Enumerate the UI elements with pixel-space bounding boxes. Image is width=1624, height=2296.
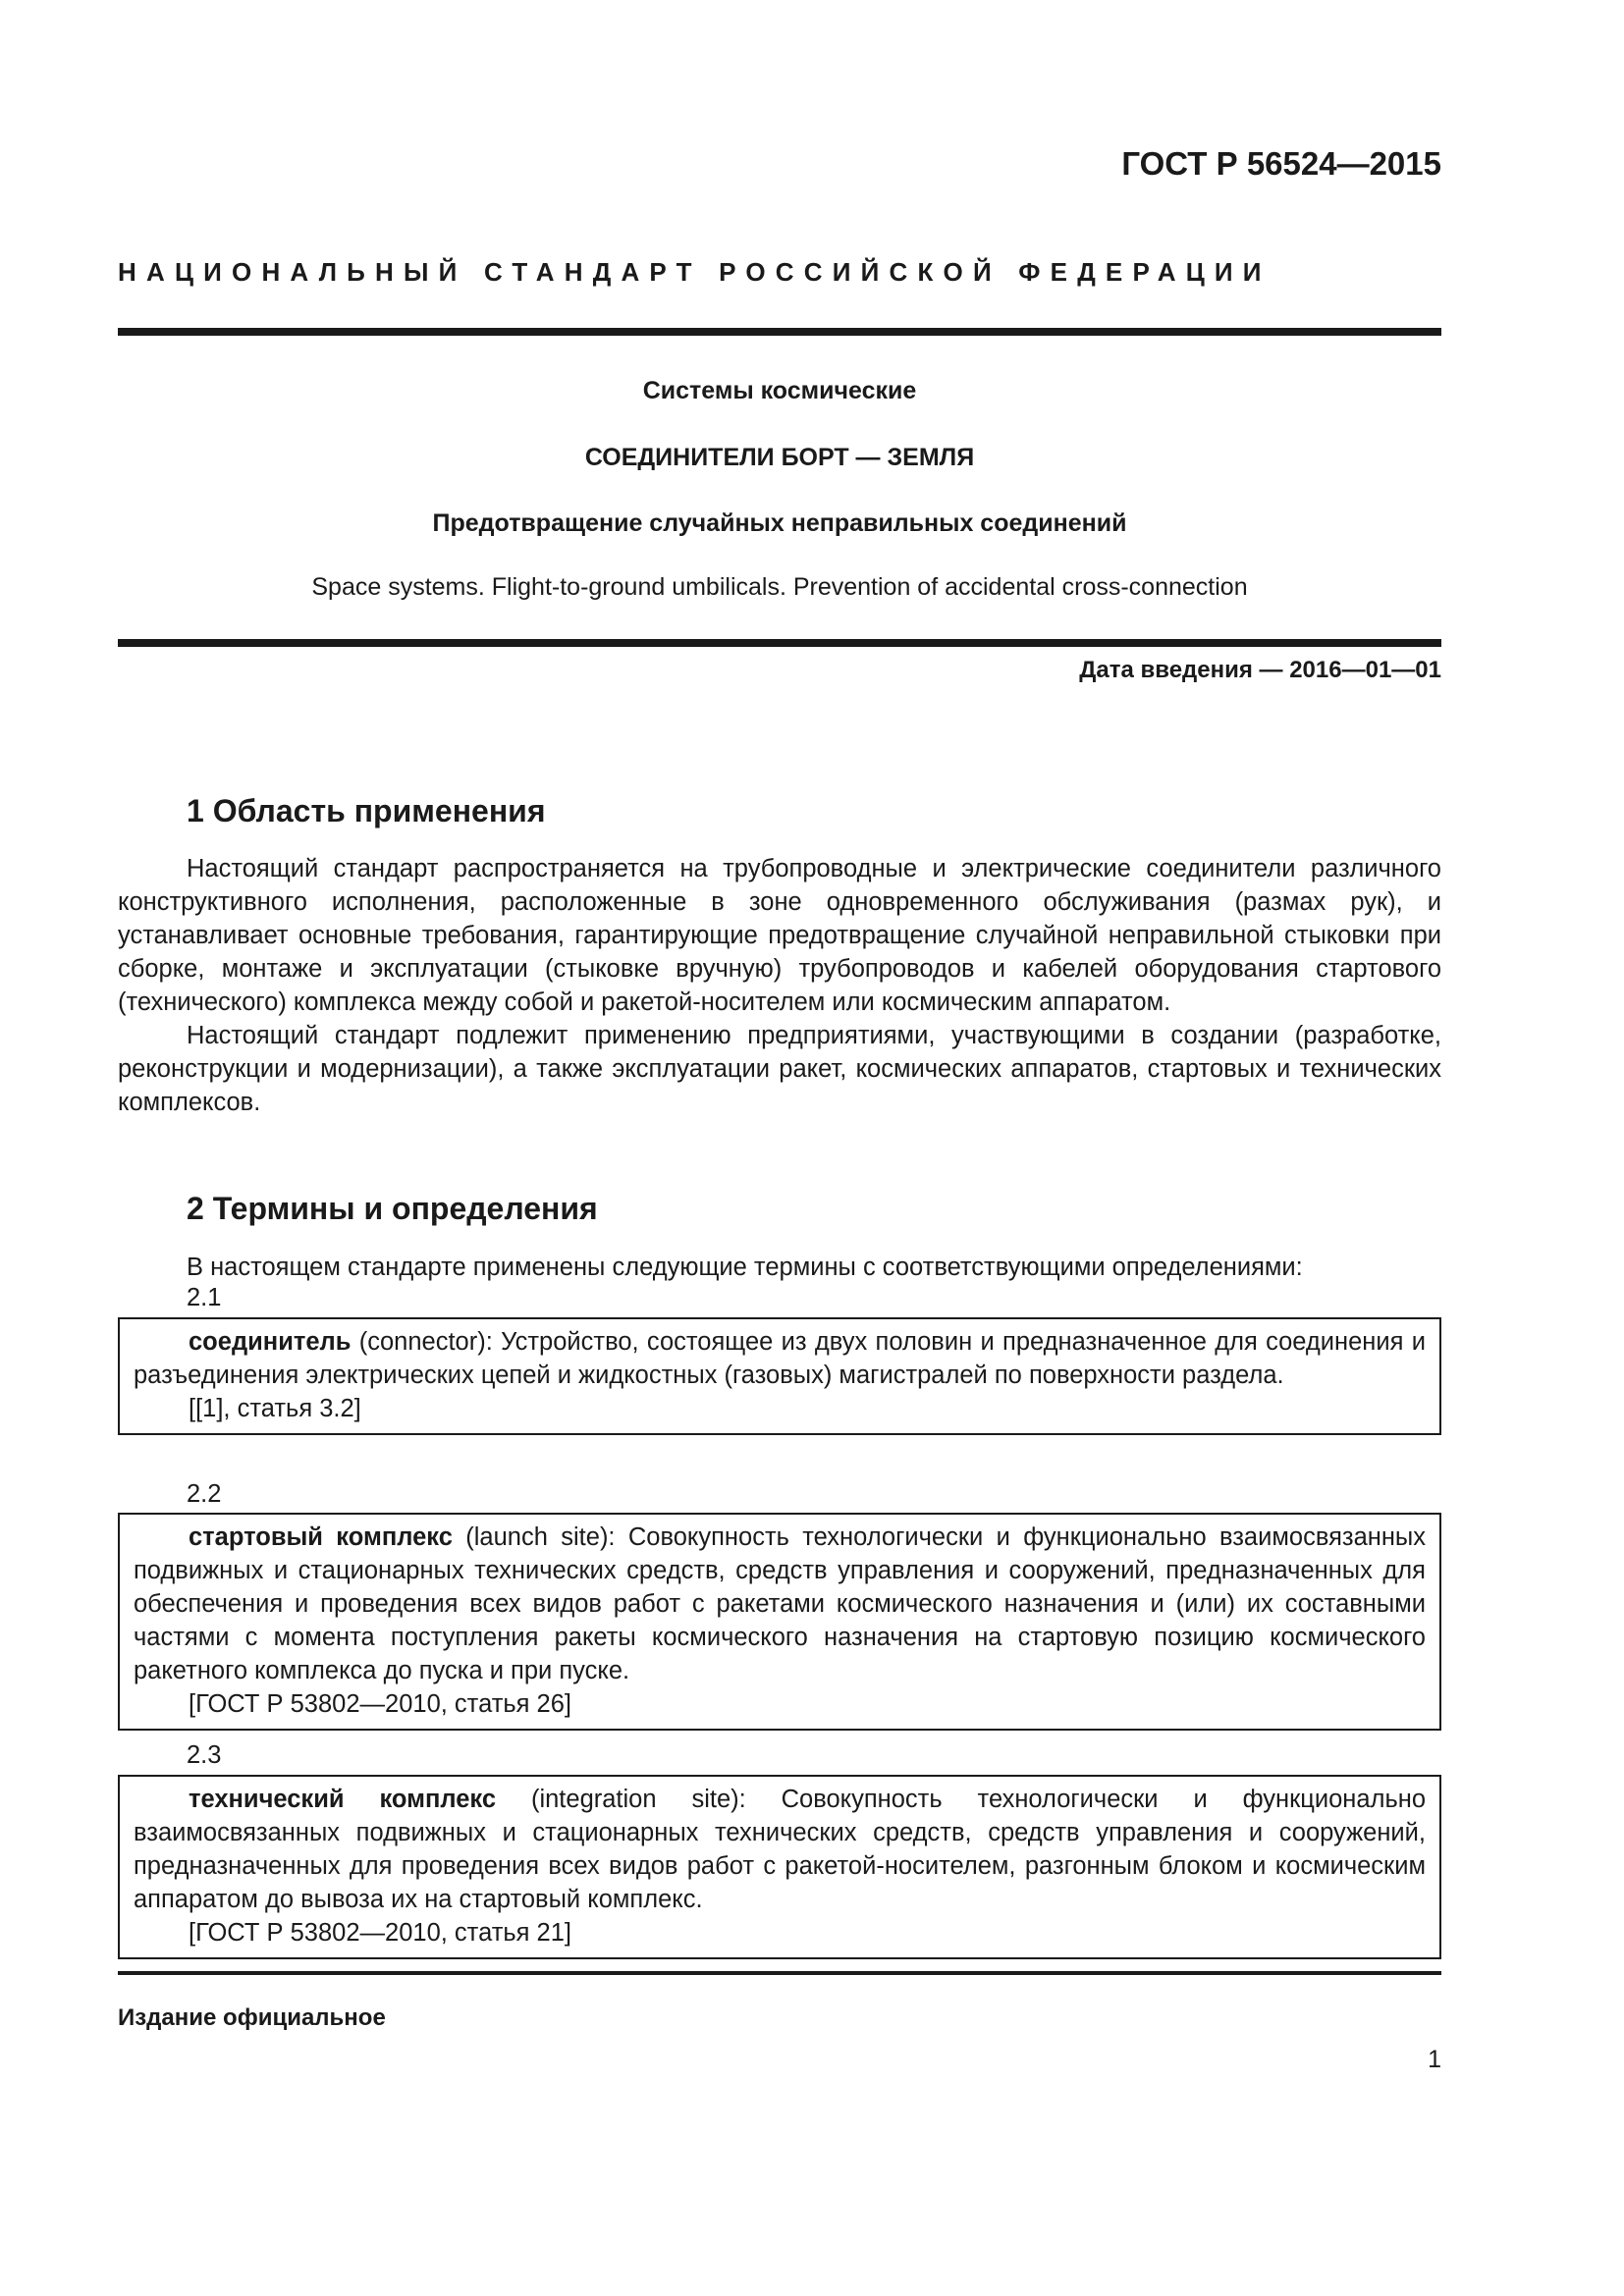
term-definition: Устройство, состоящее из двух половин и предназначенное для соединения и разъединения электрических цепей и жидкостных (газовых) магистралей по поверхности раздела. [134, 1328, 1426, 1389]
section-1-heading: 1 Область применения [187, 793, 546, 828]
title-divider [118, 639, 1441, 647]
term-name: стартовый комплекс [189, 1523, 453, 1551]
english-title: Space systems. Flight-to-ground umbilicals. Prevention of accidental cross-connection [311, 573, 1248, 601]
title-line-3: Предотвращение случайных неправильных соединений [432, 509, 1127, 537]
term-english: (connector): [351, 1328, 502, 1356]
term-number: 2.3 [187, 1741, 222, 1769]
term-number: 2.2 [187, 1480, 222, 1508]
term-name: соединитель [189, 1328, 352, 1356]
term-entry [118, 1513, 1441, 1731]
term-english: (launch site): [452, 1523, 628, 1551]
term-name: технический комплекс [189, 1786, 497, 1813]
footer-divider [118, 1971, 1441, 1975]
introduction-date: Дата введения — 2016—01—01 [1079, 657, 1441, 683]
section-1-body [118, 852, 1441, 1119]
term-definition: Совокупность технологически и функционально взаимосвязанных подвижных и стационарных технических средств, средств управления и сооружений, предназначенных для проведения всех видов работ с ракетой-носителем, разгонным блоком и космическим аппаратом до вывоза их на стартовый комплекс. [134, 1786, 1427, 1913]
section-2-heading: 2 Термины и определения [187, 1191, 598, 1226]
title-line-1: Системы космические [642, 377, 917, 404]
term-entry [118, 1775, 1441, 1959]
section-1-paragraph: Настоящий стандарт распространяется на трубопроводные и электрические соединители различного конструктивного исполнения, расположенные в зоне одновременного обслуживания (размах рук), и устанавливает основные требования, гарантирующие предотвращение случайной неправильной стыковки при сборке, монтаже и эксплуатации (стыковке вручную) трубопроводов и кабелей оборудования стартового (технического) комплекса между собой и ракетой-носителем или космическим аппаратом. [118, 855, 1441, 1016]
top-divider [118, 328, 1441, 336]
term-definition: Совокупность технологически и функционально взаимосвязанных подвижных и стационарных технических средств, средств управления и сооружений, предназначенных для обеспечения и проведения всех видов работ с ракетами космического назначения и (или) их составными частями с момента поступления ракеты космического назначения на стартовую позицию космического ракетного комплекса до пуска и при пуске. [134, 1523, 1427, 1684]
term-source: [ГОСТ Р 53802—2010, статья 21] [189, 1919, 571, 1947]
title-line-2: СОЕДИНИТЕЛИ БОРТ — ЗЕМЛЯ [584, 444, 975, 471]
term-entry [118, 1317, 1441, 1435]
national-standard-title: НАЦИОНАЛЬНЫЙ СТАНДАРТ РОССИЙСКОЙ ФЕДЕРАЦИИ [118, 257, 1272, 287]
term-source: [[1], статья 3.2] [189, 1395, 361, 1422]
official-edition-label: Издание официальное [118, 2004, 386, 2031]
document-code: ГОСТ Р 56524—2015 [1121, 145, 1441, 182]
term-number: 2.1 [187, 1284, 222, 1311]
term-english: (integration site): [496, 1786, 782, 1813]
section-2-intro: В настоящем стандарте применены следующие термины с соответствующими определениями: [187, 1254, 1303, 1281]
term-source: [ГОСТ Р 53802—2010, статья 26] [189, 1690, 571, 1718]
section-1-paragraph: Настоящий стандарт подлежит применению предприятиями, участвующими в создании (разработке, реконструкции и модернизации), а также эксплуатации ракет, космических аппаратов, стартовых и технических комплексов. [118, 1022, 1441, 1116]
page-number: 1 [1428, 2046, 1441, 2073]
